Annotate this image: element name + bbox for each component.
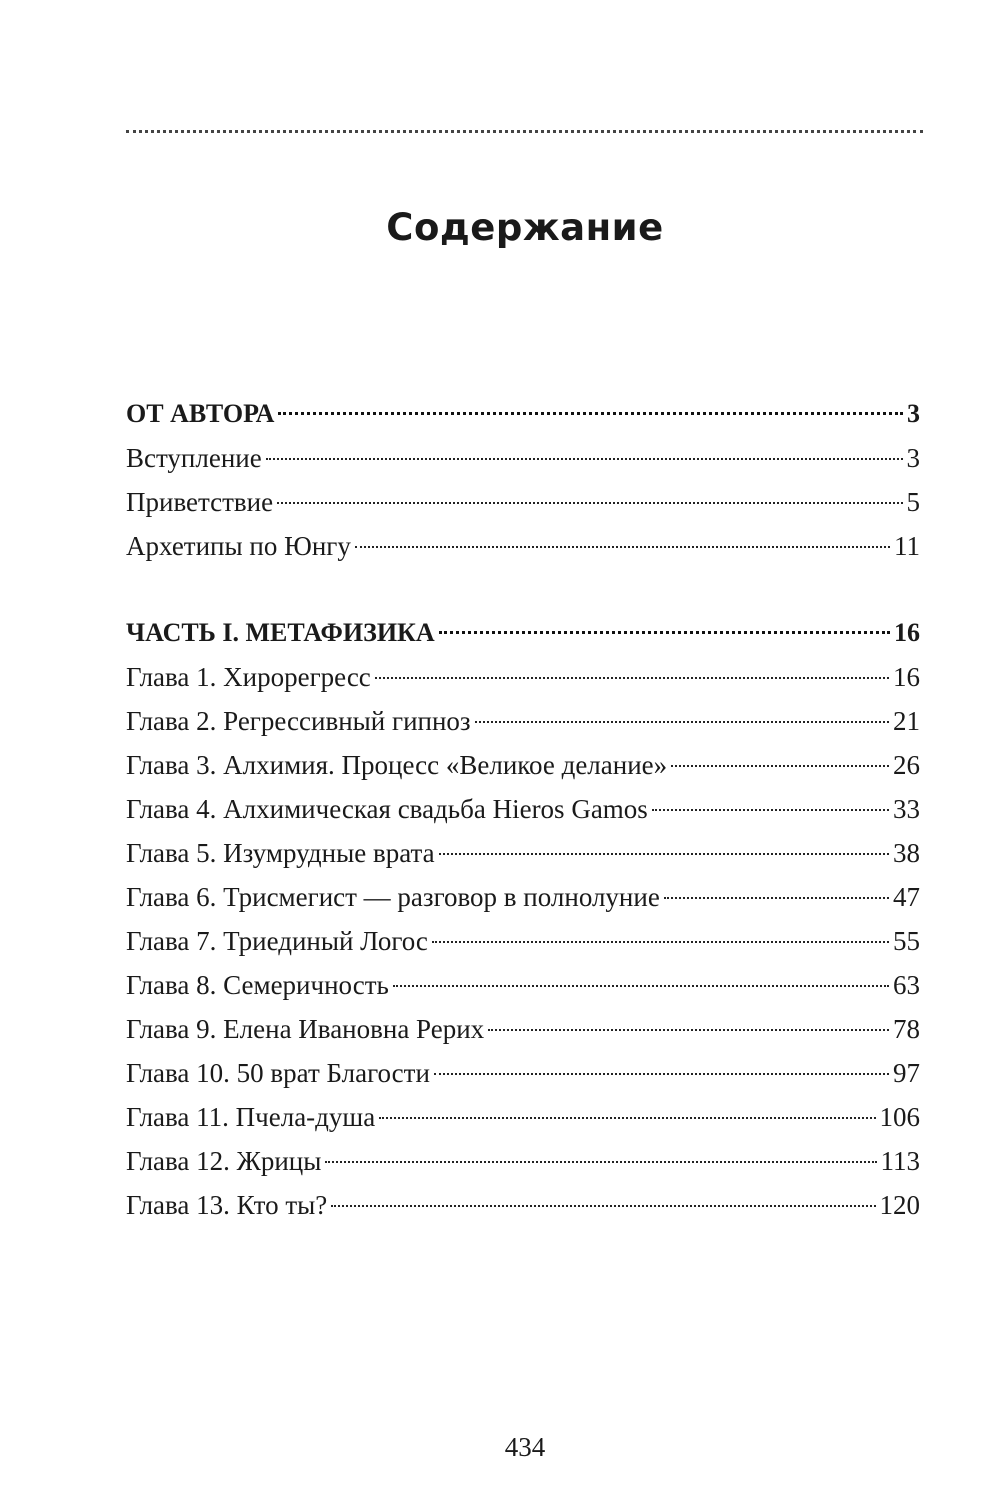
toc-heading-page: 3 bbox=[907, 399, 920, 428]
dot-leader bbox=[393, 985, 889, 987]
toc-entry[interactable] bbox=[126, 743, 920, 787]
toc-entry[interactable] bbox=[126, 699, 920, 743]
dot-leader bbox=[375, 677, 889, 679]
toc-entry-title: Глава 4. Алхимическая свадьба Hieros Gamos bbox=[126, 794, 648, 824]
toc-heading-title: ЧАСТЬ I. МЕТАФИЗИКА bbox=[126, 618, 435, 647]
toc-entry-title: Глава 6. Трисмегист — разговор в полнолуние bbox=[126, 882, 660, 912]
toc-entry-title: Глава 10. 50 врат Благости bbox=[126, 1058, 430, 1088]
toc-entry-page: 11 bbox=[894, 531, 920, 561]
toc-entry-page: 55 bbox=[893, 926, 920, 956]
page-number: 434 bbox=[504, 1432, 546, 1462]
toc-entry-title: Глава 3. Алхимия. Процесс «Великое делание» bbox=[126, 750, 668, 780]
dot-leader bbox=[488, 1029, 889, 1031]
toc-entry-page: 21 bbox=[893, 706, 920, 736]
toc-entry-page: 33 bbox=[893, 794, 920, 824]
toc-entry[interactable] bbox=[126, 963, 920, 1007]
toc-entry[interactable] bbox=[126, 480, 920, 524]
dot-leader bbox=[432, 941, 889, 943]
dot-leader bbox=[379, 1117, 875, 1119]
toc-entry-page: 3 bbox=[906, 443, 920, 473]
toc-section-part-1 bbox=[126, 611, 920, 1227]
dot-leader bbox=[652, 809, 889, 811]
toc-entry-title: Глава 11. Пчела-душа bbox=[126, 1102, 376, 1132]
toc-entry[interactable] bbox=[126, 831, 920, 875]
toc-entry-page: 78 bbox=[893, 1014, 920, 1044]
page-title: Содержание bbox=[386, 206, 664, 249]
toc-entry-page: 26 bbox=[893, 750, 920, 780]
top-dotted-rule bbox=[126, 130, 923, 133]
dot-leader bbox=[434, 1073, 889, 1075]
toc-entry-page: 97 bbox=[893, 1058, 920, 1088]
toc-entry[interactable] bbox=[126, 436, 920, 480]
dot-leader bbox=[278, 412, 903, 415]
toc-entry-page: 113 bbox=[880, 1146, 920, 1176]
toc-entry-title: Вступление bbox=[126, 443, 262, 473]
toc-entry[interactable] bbox=[126, 919, 920, 963]
toc-entry-title: Глава 8. Семеричность bbox=[126, 970, 389, 1000]
dot-leader bbox=[475, 721, 889, 723]
toc-entry-title: Глава 1. Хирорегресс bbox=[126, 662, 371, 692]
toc-entry-title: Глава 2. Регрессивный гипноз bbox=[126, 706, 471, 736]
toc-heading[interactable] bbox=[126, 611, 920, 655]
toc-entry-title: Глава 13. Кто ты? bbox=[126, 1190, 328, 1220]
toc-entry-page: 47 bbox=[893, 882, 920, 912]
toc-entry[interactable] bbox=[126, 1051, 920, 1095]
toc-entry-page: 16 bbox=[893, 662, 920, 692]
toc-entry-page: 63 bbox=[893, 970, 920, 1000]
toc-entry-page: 120 bbox=[879, 1190, 920, 1220]
dot-leader bbox=[671, 765, 889, 767]
toc-entry-page: 106 bbox=[879, 1102, 920, 1132]
toc-entry-title: Глава 5. Изумрудные врата bbox=[126, 838, 435, 868]
toc-entry[interactable] bbox=[126, 875, 920, 919]
dot-leader bbox=[664, 897, 889, 899]
toc-entry-page: 5 bbox=[906, 487, 920, 517]
toc-entry[interactable] bbox=[126, 524, 920, 568]
toc-entry-title: Глава 9. Елена Ивановна Рерих bbox=[126, 1014, 485, 1044]
toc-entry[interactable] bbox=[126, 1007, 920, 1051]
toc-entry[interactable] bbox=[126, 1139, 920, 1183]
dot-leader bbox=[439, 631, 890, 634]
toc-entry[interactable] bbox=[126, 655, 920, 699]
toc-entry[interactable] bbox=[126, 1183, 920, 1227]
dot-leader bbox=[439, 853, 889, 855]
toc-heading-page: 16 bbox=[894, 618, 920, 647]
toc-entry-title: Приветствие bbox=[126, 487, 274, 517]
toc-entry-page: 38 bbox=[893, 838, 920, 868]
toc-entry-title: Глава 12. Жрицы bbox=[126, 1146, 322, 1176]
toc-heading-title: ОТ АВТОРА bbox=[126, 399, 275, 428]
toc-entry[interactable] bbox=[126, 787, 920, 831]
toc-entry-title: Архетипы по Юнгу bbox=[126, 531, 351, 561]
dot-leader bbox=[325, 1161, 876, 1163]
toc-entry-title: Глава 7. Триединый Логос bbox=[126, 926, 428, 956]
dot-leader bbox=[355, 546, 890, 548]
toc-entry[interactable] bbox=[126, 1095, 920, 1139]
table-of-contents bbox=[126, 392, 920, 1270]
dot-leader bbox=[266, 458, 903, 460]
dot-leader bbox=[277, 502, 902, 504]
dot-leader bbox=[331, 1205, 875, 1207]
toc-section-from-author bbox=[126, 392, 920, 568]
toc-heading[interactable] bbox=[126, 392, 920, 436]
